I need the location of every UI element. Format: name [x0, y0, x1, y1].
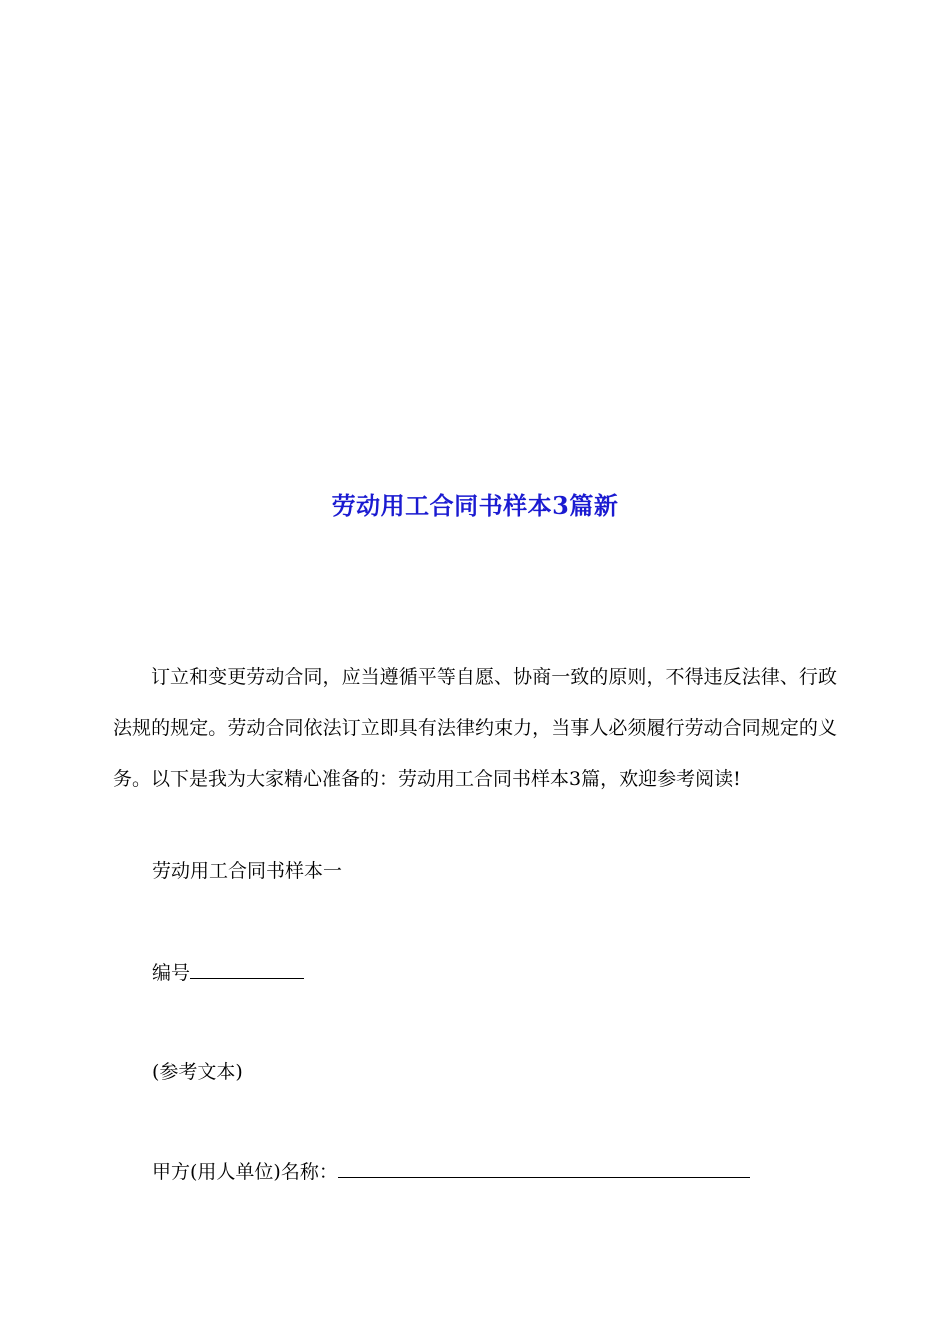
party-a-label: 甲方(用人单位)名称： — [152, 1161, 338, 1183]
party-a-blank — [338, 1163, 750, 1178]
sample-heading: 劳动用工合同书样本一 — [152, 860, 343, 882]
number-label: 编号 — [152, 962, 191, 984]
intro-paragraph: 订立和变更劳动合同，应当遵循平等自愿、协商一致的原则，不得违反法律、行政法规的规定。劳动合同依法订立即具有法律约束力，当事人必须履行劳动合同规定的义务。以下是我为大家精心准备的：劳动用工合同书样本3篇，欢迎参考阅读! — [113, 666, 837, 790]
number-blank — [190, 964, 304, 979]
party-a-line — [152, 1157, 750, 1184]
number-line — [152, 958, 304, 985]
reference-note: (参考文本) — [152, 1061, 243, 1083]
document-title: 劳动用工合同书样本3篇新 — [331, 491, 619, 520]
